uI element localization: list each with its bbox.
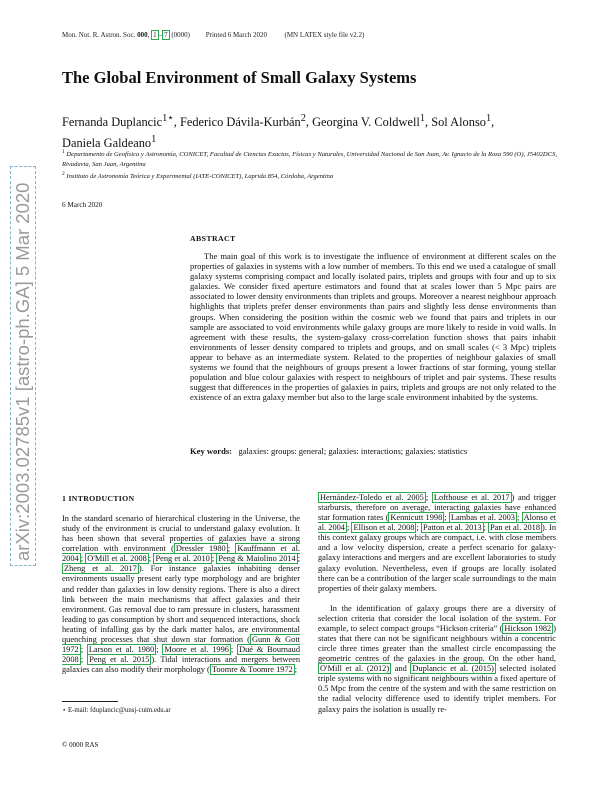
author: Daniela Galdeano	[62, 136, 152, 151]
citation-link[interactable]: O'Mill et al. 2008	[87, 554, 147, 564]
author: Georgina V. Coldwell	[312, 115, 420, 130]
citation-link[interactable]: Dué & Bournaud 2008	[62, 645, 300, 665]
abstract-body: The main goal of this work is to investigate the influence of environment at different scales on the properties of galaxies in systems with a low number of members. To this end we used a catalogue of small galaxy systems comprising compact and locally isolated pairs, triplets and groups with four and up to six galaxies. We consider fixed aperture estimators and found that at scales lower than 5 Mpc pairs are associated to lower density environments than triplets and groups. Moreover a nearest neighbour approach highlights that triplets prefer denser environments than pairs and slightly less dense environments than groups. When considering the position within the cosmic web we found that pairs and triplets in our sample are associated to void environments while galaxy groups are more likely to reside in void walls. In agreement with these results, the system-galaxy cross-correlation function shows that pairs inhabit environments of lesser density compared to triplets and groups, and on small scales (< 3 Mpc) triplets appear to behave as an intermediate system. Related to the properties of neighbour galaxies of small systems we found that the neighbours of groups present a lower fractions of star forming, young stellar population and blue colour galaxies with respect to neighbours of triplet and pair systems. These results suggest that differences in the properties of galaxies in pairs, triplets and groups are not only related to the existence of an extra galaxy member but also to the large scale environment inhabited by the systems.	[190, 251, 556, 403]
affiliation-1: $^1$ Departamento de Geofísica y Astronomía, CONICET, Facultad de Ciencias Exactas, Físicas y Naturales, Universidad Nacional de San Juan, Av. Ignacio de la Roza 590 (O), J5402DCS, Rivadavia, San Juan, Argentina	[62, 149, 558, 168]
abstract-heading: ABSTRACT	[190, 234, 236, 243]
paragraph: Hernández-Toledo et al. 2005 ; Lofthouse et al. 2017 ) and trigger starbursts, therefore on average, interacting galaxies have enhanced star formation rates ( Kennicutt 1998 ; Lambas et al. 2003 ; Alonso et al. 2004 ; Ellison et al. 2008 ; Patton et al. 2013 ; Pan et al. 2018 ). In this context galaxy groups which are compact, i.e. with close members and a low velocity dispersion, create a perfect scenario for galaxy-galaxy interactions and mergers and are excellent laboratories to study galaxy evolution. Nevertheless, even if groups are locally isolated there can be a contribution of the larger scale surroundings to the main properties of their galaxy members.	[318, 493, 557, 593]
citation-link[interactable]: Patton et al. 2013	[422, 523, 482, 533]
page-link-first[interactable]: 1	[153, 31, 157, 39]
citation-link[interactable]: Hickson 1982	[504, 623, 552, 633]
citation-link[interactable]: Peng et al. 2010	[155, 554, 210, 564]
submission-date: 6 March 2020	[62, 201, 103, 209]
paragraph: In the identification of galaxy groups there are a diversity of selection criteria that consider the local isolation of the system. For example, to select compact groups “Hickson criteria” ( Hickson 1982 ) states that there can not be significant neighbours within a concentric circle three times greater than the smallest circle encompassing the geometric centres of the galaxies in the group. On the other hand, O'Mill et al. (2012) and Duplancic et al. (2015) selected isolated triple systems with no significant neighbours within a fixed aperture of 0.5 Mpc from the centre of the system and with the same restriction on the radial velocity difference used to identify triplet members. For galaxy pairs the isolation is usually re-	[318, 603, 556, 714]
copyright: © 0000 RAS	[62, 741, 99, 749]
citation-link[interactable]: Hernández-Toledo et al. 2005	[320, 493, 424, 502]
running-header: Mon. Not. R. Astron. Soc. 000, 1 – 7 (0000) Printed 6 March 2020 (MN LATEX style file v2.2)	[62, 31, 365, 39]
citation-link[interactable]: Kennicutt 1998	[390, 513, 443, 523]
citation-link[interactable]: Peng et al. 2015	[89, 655, 150, 665]
citation-link[interactable]: Duplancic et al. (2015)	[412, 664, 494, 674]
affiliation-2: $^2$ Instituto de Astronomía Teórica y Experimental (IATE-CONICET), Laprida 854, Córdoba, Argentina	[62, 170, 334, 180]
citation-link[interactable]: Larson et al. 1980	[88, 645, 155, 655]
section-heading: 1 INTRODUCTION	[62, 494, 135, 503]
citation-link[interactable]: Moore et al. 1996	[164, 645, 229, 655]
paragraph: In the standard scenario of hierarchical clustering in the Universe, the study of the environment is crucial to understand galaxy evolution. It has been shown that several properties of galaxies have a strong correlation with environment ( Dressler 1980 ; Kauffmann et al. 2004 ; O'Mill et al. 2008 ; Peng et al. 2010 ; Peng & Maiolino 2014 ; Zheng et al. 2017 ). For instance galaxies inhabiting denser environments usually present early type morphology and are brighter and redder than galaxies in low density regions. There is also a direct link between the main mechanisms that affect galaxies and their environment. Gas removal due to ram pressure in clusters, harassment leading to gas consumption by short and sequenced interactions, shock heating of infalling gas by the dark matter halos, are environmental quenching processes that shut down star formation ( Gunn & Gott 1972 ; Larson et al. 1980 ; Moore et al. 1996 ; Dué & Bournaud 2008 ; Peng et al. 2015 ). Tidal interactions and mergers between galaxies can also modify their morphology ( Toomre & Toomre 1972 ;	[62, 514, 301, 675]
page-link-last[interactable]: 7	[164, 31, 168, 39]
arxiv-stamp[interactable]: arXiv:2003.02785v1 [astro-ph.GA] 5 Mar 2020	[10, 166, 36, 566]
volume: 000	[137, 31, 148, 39]
author: Federico Dávila-Kurbán	[179, 115, 301, 130]
footnote-rule	[62, 701, 118, 702]
citation-link[interactable]: Ellison et al. 2008	[353, 523, 415, 533]
intro-column-left	[62, 514, 300, 675]
citation-link[interactable]: Toomre & Toomre 1972	[211, 665, 293, 675]
author: Sol Alonso	[431, 115, 486, 130]
printed-date: Printed 6 March 2020	[205, 31, 267, 39]
affiliations	[62, 148, 562, 182]
citation-link[interactable]: O'Mill et al. (2012)	[320, 664, 390, 674]
citation-link[interactable]: Lambas et al. 2003	[450, 513, 515, 523]
author: Fernanda Duplancic	[62, 115, 163, 130]
intro-column-right	[318, 493, 556, 715]
citation-link[interactable]: Zheng et al. 2017	[64, 564, 137, 574]
keywords: Key words: galaxies: groups: general; galaxies: interactions; galaxies: statistics	[190, 446, 468, 456]
paper-title: The Global Environment of Small Galaxy Systems	[62, 68, 417, 87]
citation-link[interactable]: Dressler 1980	[175, 544, 226, 554]
citation-link[interactable]: Gunn & Gott 1972	[62, 634, 300, 655]
footnote-email: ⋆ E-mail: fduplancic@unsj-cuim.edu.ar	[62, 707, 171, 714]
style-file: (MN LATEX style file v2.2)	[284, 31, 365, 39]
author-list: Fernanda Duplancic$^{1⋆}$, Federico Dávila-Kurbán$^2$, Georgina V. Coldwell$^1$, Sol Alonso$^1$, Daniela Galdeano$^1$	[62, 113, 495, 151]
citation-link[interactable]: Pan et al. 2018	[490, 523, 541, 533]
citation-link[interactable]: Peng & Maiolino 2014	[218, 554, 296, 564]
citation-link[interactable]: Lofthouse et al. 2017	[433, 493, 510, 502]
citation-link[interactable]: Kauffmann et al. 2004	[62, 544, 301, 564]
citation-link[interactable]: Alonso et al. 2004	[318, 513, 556, 533]
